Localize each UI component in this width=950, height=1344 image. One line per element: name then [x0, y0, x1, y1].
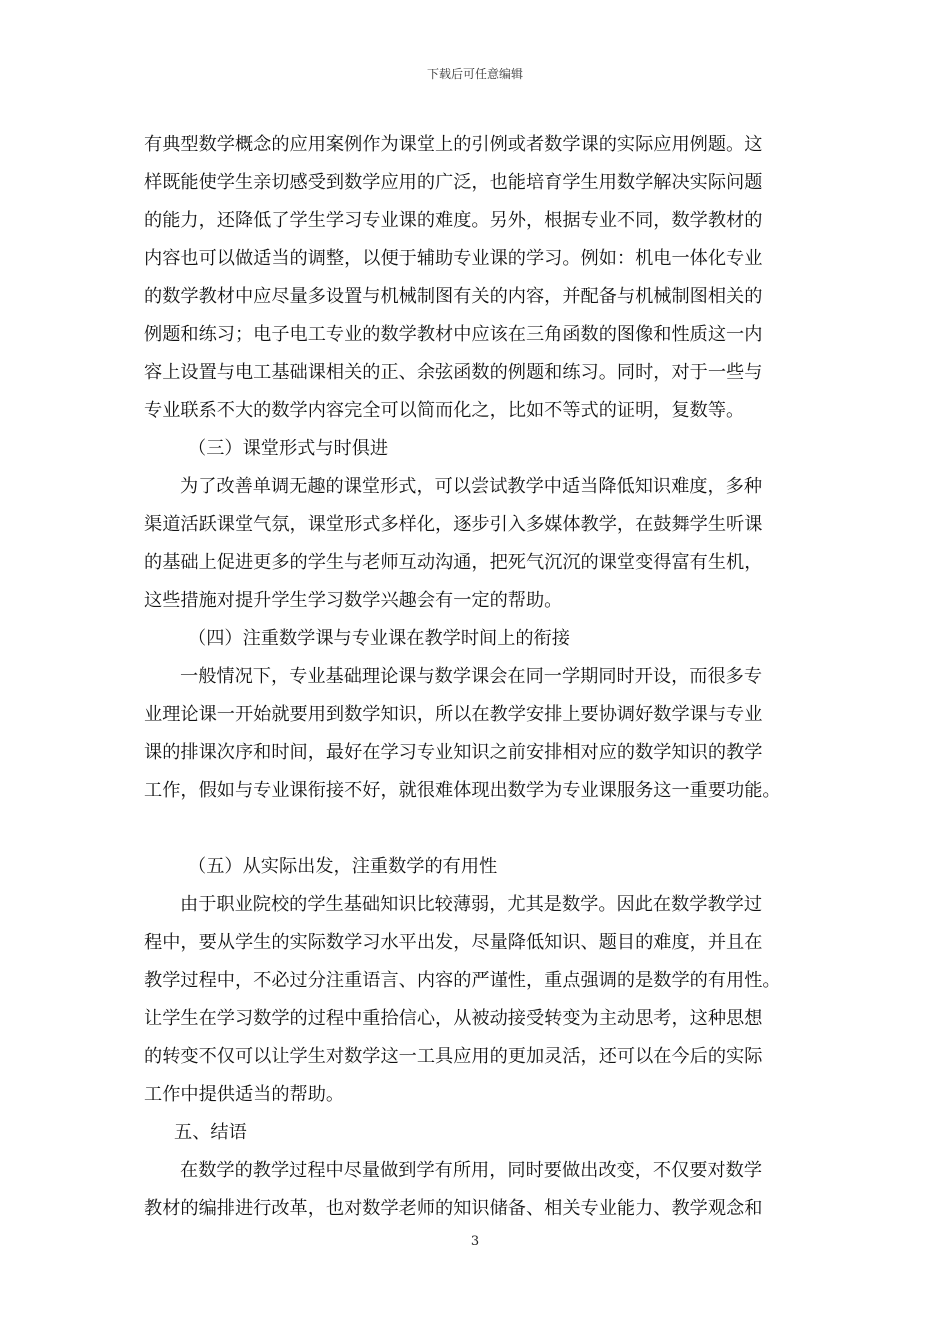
text-line: 在数学的教学过程中尽量做到学有所用，同时要做出改变，不仅要对数学	[180, 1160, 763, 1181]
document-body	[144, 126, 810, 1228]
text-line: 工作中提供适当的帮助。	[144, 1084, 345, 1105]
section-heading-3: （三）课堂形式与时俱进	[188, 438, 389, 459]
text-line: 课的排课次序和时间，最好在学习专业知识之前安排相对应的数学知识的教学	[144, 742, 763, 763]
text-line: 程中，要从学生的实际数学习水平出发，尽量降低知识、题目的难度，并且在	[144, 932, 763, 953]
text-line: 的基础上促进更多的学生与老师互动沟通，把死气沉沉的课堂变得富有生机，	[144, 552, 763, 573]
blank-line	[144, 810, 810, 848]
text-line: 容上设置与电工基础课相关的正、余弦函数的例题和练习。同时，对于一些与	[144, 362, 763, 383]
text-line: 一般情况下，专业基础理论课与数学课会在同一学期同时开设，而很多专	[180, 666, 763, 687]
text-line: 由于职业院校的学生基础知识比较薄弱，尤其是数学。因此在数学教学过	[180, 894, 763, 915]
section-heading-4: （四）注重数学课与专业课在教学时间上的衔接	[188, 628, 570, 649]
page-number: 3	[470, 1234, 480, 1249]
text-line: 让学生在学习数学的过程中重拾信心，从被动接受转变为主动思考，这种思想	[144, 1008, 763, 1029]
text-line: 专业联系不大的数学内容完全可以简而化之，比如不等式的证明，复数等。	[144, 400, 745, 421]
section-heading-conclusion: 五、结语	[174, 1122, 247, 1143]
text-line: 有典型数学概念的应用案例作为课堂上的引例或者数学课的实际应用例题。这	[144, 134, 763, 155]
text-line: 例题和练习；电子电工专业的数学教材中应该在三角函数的图像和性质这一内	[144, 324, 763, 345]
text-line: 教材的编排进行改革，也对数学老师的知识储备、相关专业能力、教学观念和	[144, 1198, 763, 1219]
text-line: 为了改善单调无趣的课堂形式，可以尝试教学中适当降低知识难度，多种	[180, 476, 763, 497]
text-line: 的转变不仅可以让学生对数学这一工具应用的更加灵活，还可以在今后的实际	[144, 1046, 763, 1067]
text-line: 教学过程中，不必过分注重语言、内容的严谨性，重点强调的是数学的有用性。	[144, 970, 781, 991]
text-line: 内容也可以做适当的调整，以便于辅助专业课的学习。例如：机电一体化专业	[144, 248, 763, 269]
text-line: 业理论课一开始就要用到数学知识，所以在教学安排上要协调好数学课与专业	[144, 704, 763, 725]
text-line: 的能力，还降低了学生学习专业课的难度。另外，根据专业不同，数学教材的	[144, 210, 763, 231]
text-line: 工作，假如与专业课衔接不好，就很难体现出数学为专业课服务这一重要功能。	[144, 780, 781, 801]
page-header: 下载后可任意编辑	[426, 67, 523, 81]
text-line: 这些措施对提升学生学习数学兴趣会有一定的帮助。	[144, 590, 563, 611]
text-line: 的数学教材中应尽量多设置与机械制图有关的内容，并配备与机械制图相关的	[144, 286, 763, 307]
text-line: 样既能使学生亲切感受到数学应用的广泛，也能培育学生用数学解决实际问题	[144, 172, 763, 193]
text-line: 渠道活跃课堂气氛，课堂形式多样化，逐步引入多媒体教学，在鼓舞学生听课	[144, 514, 763, 535]
section-heading-5: （五）从实际出发，注重数学的有用性	[188, 856, 498, 877]
